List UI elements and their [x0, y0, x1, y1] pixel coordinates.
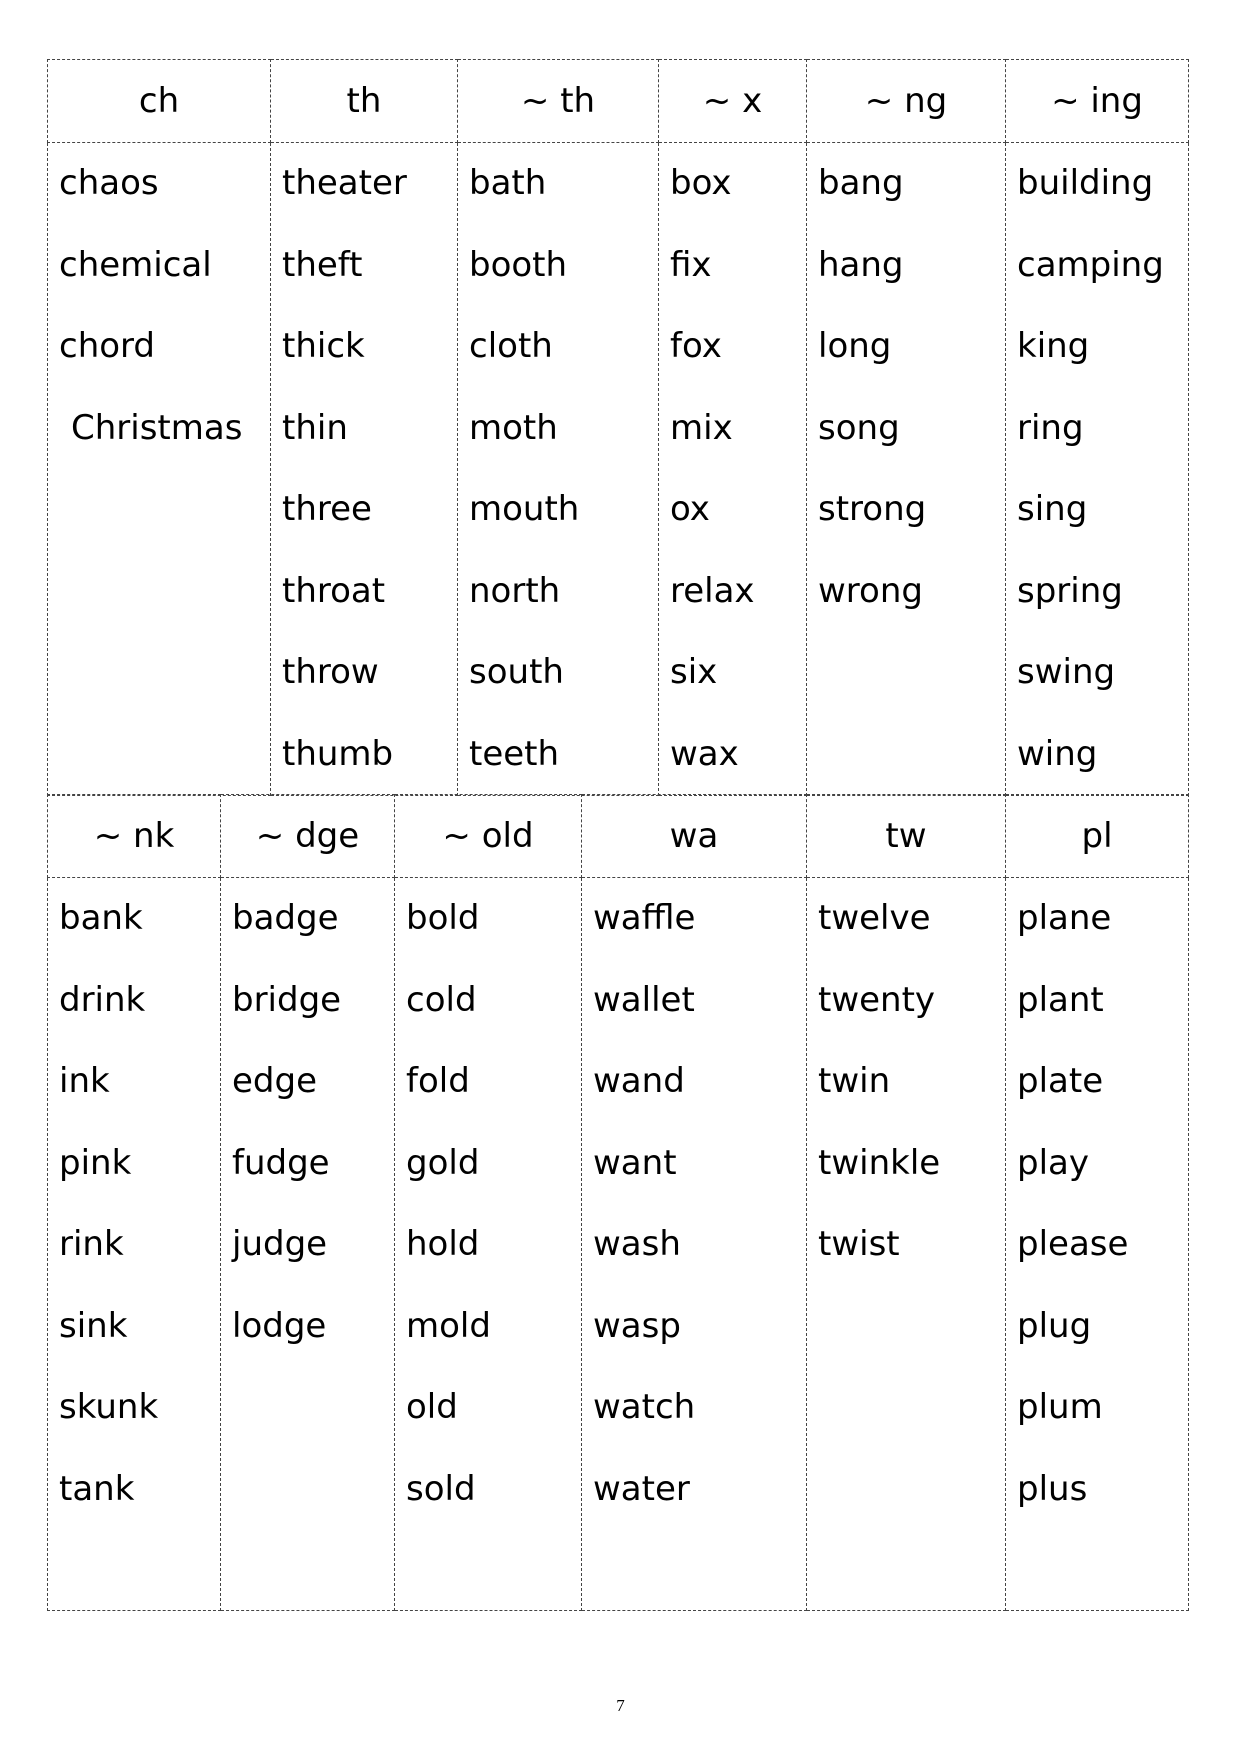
word: badge	[232, 898, 339, 938]
word: bold	[406, 898, 480, 938]
word: wand	[593, 1061, 685, 1101]
word-column-th	[271, 143, 458, 796]
word: fix	[670, 244, 712, 285]
words-row	[48, 878, 1189, 1611]
word: sold	[406, 1468, 476, 1509]
word: plane	[1017, 898, 1112, 938]
word: hold	[406, 1224, 480, 1264]
word: plate	[1017, 1061, 1104, 1101]
word: old	[406, 1387, 458, 1427]
column-header: pl	[1006, 795, 1189, 878]
word: bang	[818, 163, 904, 203]
word: cloth	[469, 326, 553, 366]
word: ink	[59, 1061, 110, 1101]
word: box	[670, 163, 732, 203]
header-row	[48, 60, 1189, 143]
word: throat	[282, 570, 386, 611]
word: Christmas	[71, 407, 243, 448]
word: sink	[59, 1305, 128, 1346]
word: king	[1017, 326, 1090, 366]
column-header: wa	[582, 795, 807, 878]
word: twist	[818, 1224, 900, 1264]
word: gold	[406, 1142, 480, 1183]
word: wing	[1017, 733, 1098, 774]
word: theft	[282, 244, 363, 285]
word: play	[1017, 1142, 1089, 1183]
top-word-table	[47, 59, 1189, 796]
word: waffle	[593, 898, 696, 938]
word: swing	[1017, 652, 1116, 692]
word: ring	[1017, 407, 1084, 448]
word: north	[469, 570, 561, 611]
word: south	[469, 652, 564, 692]
column-header: ~ ng	[807, 60, 1006, 143]
word: moth	[469, 407, 558, 448]
word: want	[593, 1142, 677, 1183]
word-column-final-nk	[48, 878, 221, 1611]
word: teeth	[469, 733, 560, 774]
word: chord	[59, 326, 156, 366]
word: pink	[59, 1142, 132, 1183]
word: rink	[59, 1224, 124, 1264]
word-column-final-th	[458, 143, 659, 796]
column-header: ~ x	[659, 60, 807, 143]
word: sing	[1017, 489, 1088, 529]
word: mold	[406, 1305, 491, 1346]
word: booth	[469, 244, 568, 285]
word: twinkle	[818, 1142, 941, 1183]
word-column-final-ng	[807, 143, 1006, 796]
word-column-tw	[807, 878, 1006, 1611]
word: cold	[406, 979, 477, 1020]
word: mix	[670, 407, 733, 448]
word: wash	[593, 1224, 681, 1264]
word: throw	[282, 652, 379, 692]
word-column-ch	[48, 143, 271, 796]
word-column-final-old	[395, 878, 582, 1611]
word: chemical	[59, 244, 212, 285]
page-number: 7	[616, 1696, 625, 1715]
word: bank	[59, 898, 143, 938]
word: three	[282, 489, 372, 529]
word: thin	[282, 407, 348, 448]
word-column-pl	[1006, 878, 1189, 1611]
word: theater	[282, 163, 407, 203]
word: tank	[59, 1468, 135, 1509]
word: thumb	[282, 733, 394, 774]
word: bath	[469, 163, 547, 203]
word: drink	[59, 979, 146, 1020]
word: water	[593, 1468, 690, 1509]
word: plus	[1017, 1468, 1088, 1509]
word: twin	[818, 1061, 891, 1101]
word: judge	[232, 1224, 328, 1264]
word-list-sheet	[47, 59, 1188, 1609]
word-column-final-dge	[221, 878, 395, 1611]
word: building	[1017, 163, 1154, 203]
word-column-final-ing	[1006, 143, 1189, 796]
word: song	[818, 407, 900, 448]
word: bridge	[232, 979, 342, 1020]
word: spring	[1017, 570, 1123, 611]
word: strong	[818, 489, 927, 529]
word: wallet	[593, 979, 695, 1020]
word: mouth	[469, 489, 580, 529]
column-header: ~ nk	[48, 795, 221, 878]
column-header: ~ ing	[1006, 60, 1189, 143]
word: hang	[818, 244, 904, 285]
bottom-word-table	[47, 794, 1189, 1611]
column-header: th	[271, 60, 458, 143]
word: plug	[1017, 1305, 1092, 1346]
word: please	[1017, 1224, 1129, 1264]
word: twelve	[818, 898, 931, 938]
word: edge	[232, 1061, 317, 1101]
words-row	[48, 143, 1189, 796]
column-header: tw	[807, 795, 1006, 878]
word: fudge	[232, 1142, 330, 1183]
word: long	[818, 326, 892, 366]
word: fox	[670, 326, 722, 366]
word: plum	[1017, 1387, 1103, 1427]
word: lodge	[232, 1305, 327, 1346]
word-column-final-x	[659, 143, 807, 796]
word: wasp	[593, 1305, 681, 1346]
word: relax	[670, 570, 755, 611]
word: twenty	[818, 979, 936, 1020]
word: thick	[282, 326, 365, 366]
word-column-wa	[582, 878, 807, 1611]
header-row	[48, 795, 1189, 878]
word: wax	[670, 733, 739, 774]
column-header: ~ dge	[221, 795, 395, 878]
word: ox	[670, 489, 710, 529]
column-header: ch	[48, 60, 271, 143]
word: chaos	[59, 163, 159, 203]
word: six	[670, 652, 718, 692]
word: watch	[593, 1387, 696, 1427]
column-header: ~ th	[458, 60, 659, 143]
word: plant	[1017, 979, 1104, 1020]
word: wrong	[818, 570, 923, 611]
word: fold	[406, 1061, 470, 1101]
word: camping	[1017, 244, 1164, 285]
column-header: ~ old	[395, 795, 582, 878]
word: skunk	[59, 1387, 159, 1427]
